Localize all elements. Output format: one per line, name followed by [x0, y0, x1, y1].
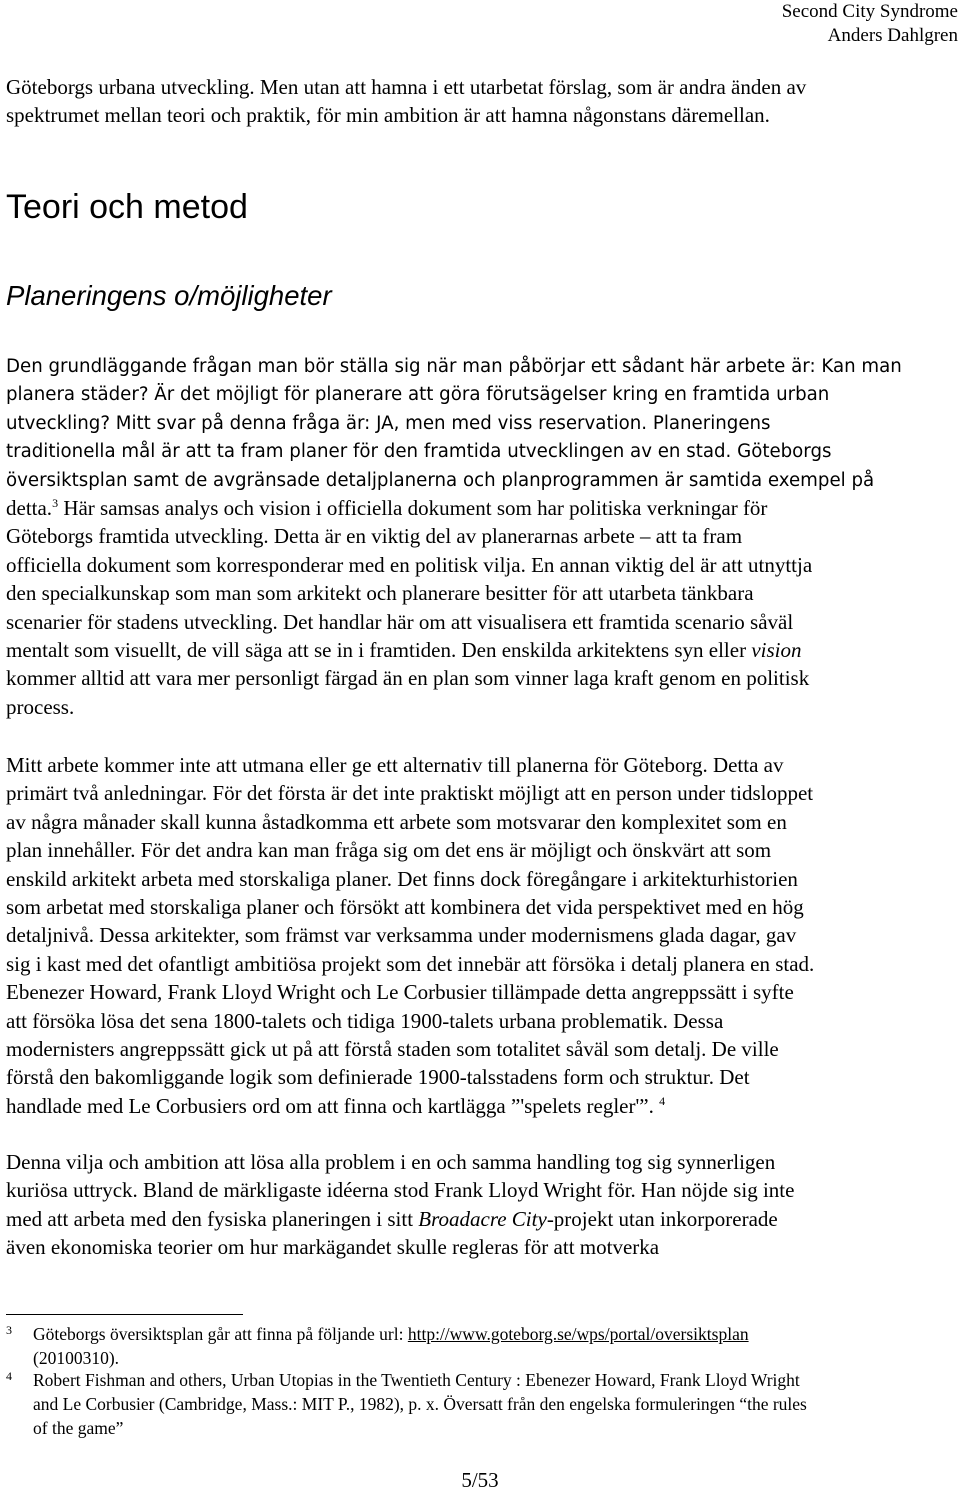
paragraph-line: kommer alltid att vara mer personligt färgad än en plan som vinner laga kraft genom en politisk [6, 666, 810, 691]
intro-line: spektrumet mellan teori och praktik, för min ambition är att hamna någonstans däremellan. [6, 103, 770, 128]
footnote-divider [6, 1314, 243, 1315]
paragraph-line: planera städer? Är det möjligt för planerare att göra förutsägelser kring en framtida urban [6, 384, 830, 406]
paragraph-line: att försöka lösa det sena 1800-talets och tidiga 1900-talets urbana problematik. Dessa [6, 1008, 724, 1033]
paragraph-3 [6, 1148, 958, 1262]
paragraph-line: scenarier för stadens utveckling. Det handlar här om att visualisera ett framtida scenario såväl [6, 609, 794, 634]
paragraph-line: Ebenezer Howard, Frank Lloyd Wright och Le Corbusier tillämpade detta angreppssätt i syfte [6, 980, 794, 1005]
paragraph-line: förstå den bakomliggande logik som definierade 1900-talsstadens form och struktur. Det [6, 1065, 750, 1090]
paragraph-line: plan innehåller. För det andra kan man fråga sig om det ens är möjligt och önskvärt att som [6, 838, 772, 863]
footnote-number: 4 [6, 1369, 12, 1383]
paragraph-line: även ekonomiska teorier om hur markägandet skulle regleras för att motverka [6, 1235, 660, 1260]
footnote-ref-3[interactable]: 3 [52, 496, 59, 510]
text-span: -projekt utan inkorporerade [546, 1206, 778, 1231]
oversiktsplan-link[interactable]: http://www.goteborg.se/wps/portal/oversiktsplan [407, 1324, 749, 1344]
paragraph-line: process. [6, 694, 75, 719]
footnote-line: Robert Fishman and others, Urban Utopias in the Twentieth Century : Ebenezer Howard, Frank Lloyd Wright [33, 1370, 800, 1390]
paragraph-line: Denna vilja och ambition att lösa alla problem i en och samma handling tog sig synnerligen [6, 1150, 776, 1174]
paragraph-line: detaljnivå. Dessa arkitekter, som främst var verksamma under modernismens glada dagar, gav [6, 923, 797, 948]
italic-vision: vision [751, 638, 802, 663]
subsection-heading: Planeringens o/möjligheter [6, 280, 332, 311]
paragraph-line: enskild arkitekt arbeta med storskaliga planer. Det finns dock föregångare i arkitekturhistorien [6, 866, 798, 891]
section-heading: Teori och metod [6, 188, 248, 226]
footnote-number: 3 [6, 1323, 12, 1337]
text-span: handlade med Le Corbusiers ord om att finna och kartlägga ”'spelets regler'”. [6, 1093, 654, 1118]
paragraph-line: Den grundläggande frågan man bör ställa sig när man påbörjar ett sådant här arbete är: Kan man [6, 356, 902, 377]
italic-broadacre-city: Broadacre City [418, 1206, 547, 1231]
footnote-text [33, 1322, 958, 1370]
text-span: mentalt som visuellt, de vill säga att se in i framtiden. Den enskilda arkitektens syn eller [6, 638, 752, 663]
intro-line: Göteborgs urbana utveckling. Men utan att hamna i ett utarbetat förslag, som är andra änden av [6, 75, 807, 99]
paragraph-line: modernisters angreppssätt gick ut på att förstå staden som totalitet såväl som detalj. De ville [6, 1037, 779, 1062]
paragraph-2 [6, 751, 958, 1120]
paragraph-line: Mitt arbete kommer inte att utmana eller ge ett alternativ till planerna för Göteborg. Detta av [6, 753, 784, 777]
running-header [782, 0, 958, 48]
paragraph-line: primärt två anledningar. För det första är det inte praktiskt möjligt att en person under tidsloppet [6, 781, 814, 806]
paragraph-line: Göteborgs framtida utveckling. Detta är en viktig del av planerarnas arbete – att ta fram [6, 524, 743, 549]
footnote-line: of the game” [33, 1418, 124, 1438]
paragraph-line: som arbetat med storskaliga planer och försökt att kombinera det vida perspektivet med en hög [6, 895, 804, 920]
footnote-ref-4[interactable]: 4 [659, 1093, 666, 1108]
paragraph-line: översiktsplan samt de avgränsade detaljplanerna och planprogrammen är samtida exempel på [6, 469, 875, 491]
paragraph-1-serif [6, 494, 958, 721]
footnote-line: and Le Corbusier (Cambridge, Mass.: MIT P., 1982), p. x. Översatt från den engelska formuleringen “the rules [33, 1394, 807, 1414]
paragraph-line: av några månader skall kunna åstadkomma ett arbete som motsvarar den komplexitet som en [6, 809, 787, 834]
paragraph-line [6, 636, 958, 664]
text-span: Här samsas analys och vision i officiella dokument som har politiska verkningar för [58, 496, 768, 520]
text-span: detta. [6, 496, 53, 520]
paragraph-line: officiella dokument som korresponderar med en politisk vilja. En annan viktig del är att utnyttja [6, 552, 813, 577]
paragraph-line: den specialkunskap som man som arkitekt och planerare besitter för att utarbeta tänkbara [6, 581, 754, 606]
paragraph-line [6, 494, 958, 522]
footnote-text [33, 1368, 958, 1440]
footnote-line [33, 1322, 958, 1346]
header-author: Anders Dahlgren [827, 25, 958, 46]
paragraph-line: traditionella mål är att ta fram planer för den framtida utvecklingen av en stad. Göteborgs [6, 441, 832, 463]
footnote-line: (20100310). [33, 1348, 120, 1368]
paragraph-line [6, 1205, 958, 1233]
text-span: Göteborgs översiktsplan går att finna på följande url: [33, 1324, 408, 1344]
paragraph-line: kuriösa uttryck. Bland de märkligaste idéerna stod Frank Lloyd Wright för. Han nöjde sig inte [6, 1178, 795, 1203]
paragraph-1-sans [6, 353, 958, 495]
text-span: med att arbeta med den fysiska planeringen i sitt [6, 1206, 419, 1231]
page-number: 5/53 [461, 1468, 499, 1492]
intro-paragraph [6, 73, 958, 130]
paragraph-line [6, 1092, 958, 1120]
paragraph-line: sig i kast med det ofantligt ambitiösa projekt som det innebär att försöka i detalj planera en stad. [6, 951, 815, 976]
header-title: Second City Syndrome [781, 1, 958, 22]
paragraph-line: utveckling? Mitt svar på denna fråga är: JA, men med viss reservation. Planeringens [6, 412, 771, 434]
